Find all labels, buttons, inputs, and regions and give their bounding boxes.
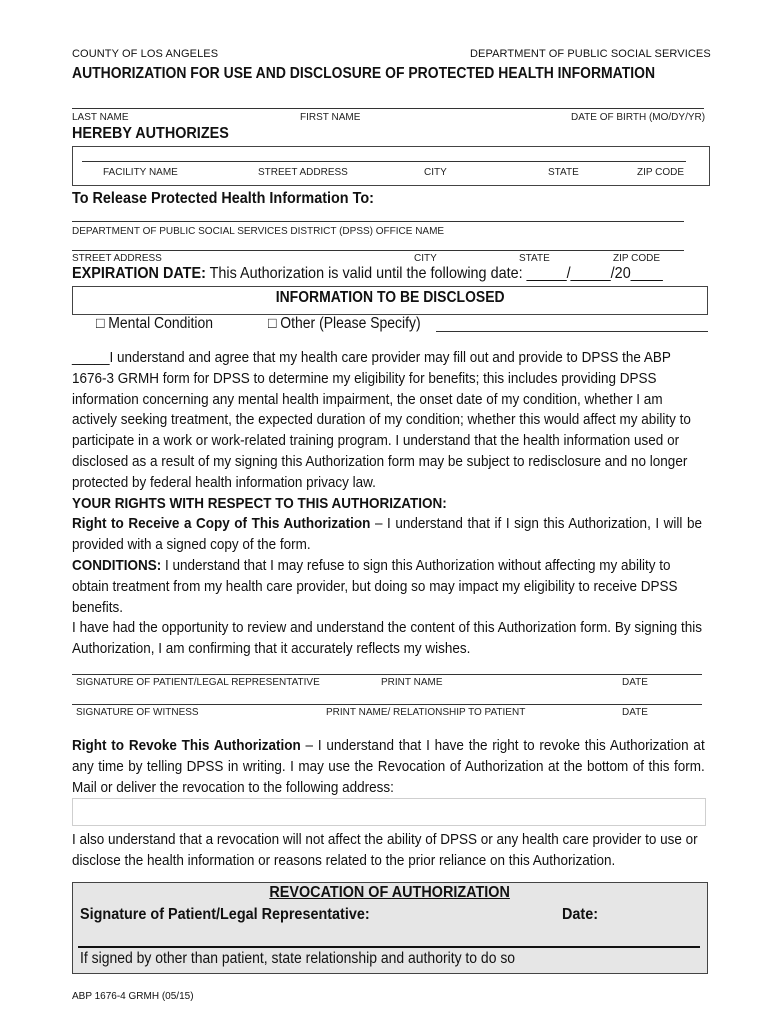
mental-condition-option[interactable]: □ Mental Condition [96, 315, 213, 332]
conditions-label: CONDITIONS: [72, 556, 162, 574]
revoke-label: Right to Revoke This Authorization [72, 737, 301, 754]
facility-city-label: CITY [424, 167, 447, 178]
first-name-label: FIRST NAME [300, 112, 361, 123]
expiration-text[interactable]: This Authorization is valid until the following date: _____/_____/20____ [205, 265, 663, 282]
release-street-label: STREET ADDRESS [72, 253, 162, 264]
release-heading: To Release Protected Health Information To: [72, 190, 374, 207]
print-name-label: PRINT NAME [381, 677, 443, 688]
form-id: ABP 1676-4 GRMH (05/15) [72, 991, 194, 1002]
facility-box[interactable] [72, 146, 710, 186]
date-label-1: DATE [622, 677, 648, 688]
understand-paragraph: _____I understand and agree that my health care provider may fill out and provide to DPSS the ABP 1676-3 GRMH form for DPSS to determine my eligibility for benefits; this includes providing DPSS information concerning any mental health impairment, the onset date of my condition, whether I am actively seeking treatment, the expected duration of my condition; whether this would affect my ability to participate in a work or work-related training program. I understand that the health information used or disclosed as a result of my signing this Authorization form may be subject to redisclosure and no longer protected by federal health information privacy law. [72, 349, 691, 491]
copy-label: Right to Receive a Copy of This Authorization [72, 515, 371, 533]
revoke-text: – I understand that I have the right to revoke this Authorization at any time by telling DPSS in writing. I may use the Revocation of Authorization at the bottom of this form. Mail or deliver the revocation to the following address: [72, 737, 705, 796]
review-paragraph: I have had the opportunity to review and understand the content of this Authorization form. By signing this Authorization, I am confirming that it accurately reflects my wishes. [72, 619, 702, 658]
conditions-text: I understand that I may refuse to sign this Authorization without affecting my ability to obtain treatment from my health care provider, but doing so may impact my eligibility to receive DPSS benefits. [72, 556, 678, 616]
office-name-label: DEPARTMENT OF PUBLIC SOCIAL SERVICES DISTRICT (DPSS) OFFICE NAME [72, 226, 445, 237]
facility-state-label: STATE [548, 167, 579, 178]
revoke-also-paragraph: I also understand that a revocation will not affect the ability of DPSS or any health care provider to use or disclose the health information or reasons related to the prior reliance on this Authorization. [72, 831, 698, 869]
revocation-heading-wrap [72, 884, 708, 902]
copy-paragraph [72, 514, 702, 556]
patient-signature-label: SIGNATURE OF PATIENT/LEGAL REPRESENTATIVE [76, 677, 320, 688]
copy-text: – I understand that if I sign this Authorization, I will be provided with a signed copy of the form. [72, 515, 702, 554]
hereby-authorizes: HEREBY AUTHORIZES [72, 125, 229, 142]
patient-signature-line[interactable] [72, 674, 702, 675]
revocation-date-label: Date: [562, 906, 599, 923]
body-block [72, 348, 702, 660]
other-specify-line[interactable] [436, 331, 708, 332]
facility-name-label: FACILITY NAME [103, 167, 178, 178]
revocation-address-box[interactable] [72, 798, 706, 826]
disclosed-heading-wrap [72, 289, 708, 307]
print-relationship-label: PRINT NAME/ RELATIONSHIP TO PATIENT [326, 707, 526, 718]
revocation-signature-label: Signature of Patient/Legal Representative: [80, 906, 370, 923]
release-zip-label: ZIP CODE [613, 253, 661, 264]
conditions-paragraph [72, 556, 702, 618]
expiration-line [72, 265, 663, 283]
witness-signature-line[interactable] [72, 704, 702, 705]
revocation-heading: REVOCATION OF AUTHORIZATION [269, 884, 511, 901]
last-name-label: LAST NAME [72, 112, 129, 123]
expiration-label: EXPIRATION DATE: [72, 265, 206, 282]
release-address-line [72, 250, 684, 251]
facility-line [82, 161, 686, 162]
revoke-paragraph [72, 736, 705, 798]
other-option[interactable]: □ Other (Please Specify) [268, 315, 421, 332]
form-title: AUTHORIZATION FOR USE AND DISCLOSURE OF PROTECTED HEALTH INFORMATION [72, 65, 656, 82]
revocation-relationship-text: If signed by other than patient, state relationship and authority to do so [80, 950, 516, 967]
county-name: COUNTY OF LOS ANGELES [72, 48, 219, 60]
department-name: DEPARTMENT OF PUBLIC SOCIAL SERVICES [470, 48, 711, 60]
witness-signature-label: SIGNATURE OF WITNESS [76, 707, 199, 718]
revocation-signature-line[interactable] [78, 946, 700, 948]
patient-name-line [72, 108, 704, 109]
date-label-2: DATE [622, 707, 648, 718]
dob-label: DATE OF BIRTH (MO/DY/YR) [571, 112, 706, 123]
rights-heading: YOUR RIGHTS WITH RESPECT TO THIS AUTHORIZATION: [72, 494, 447, 512]
office-line [72, 221, 684, 222]
facility-street-label: STREET ADDRESS [258, 167, 348, 178]
release-city-label: CITY [414, 253, 437, 264]
disclosed-heading: INFORMATION TO BE DISCLOSED [275, 289, 505, 306]
release-state-label: STATE [519, 253, 550, 264]
facility-zip-label: ZIP CODE [637, 167, 685, 178]
